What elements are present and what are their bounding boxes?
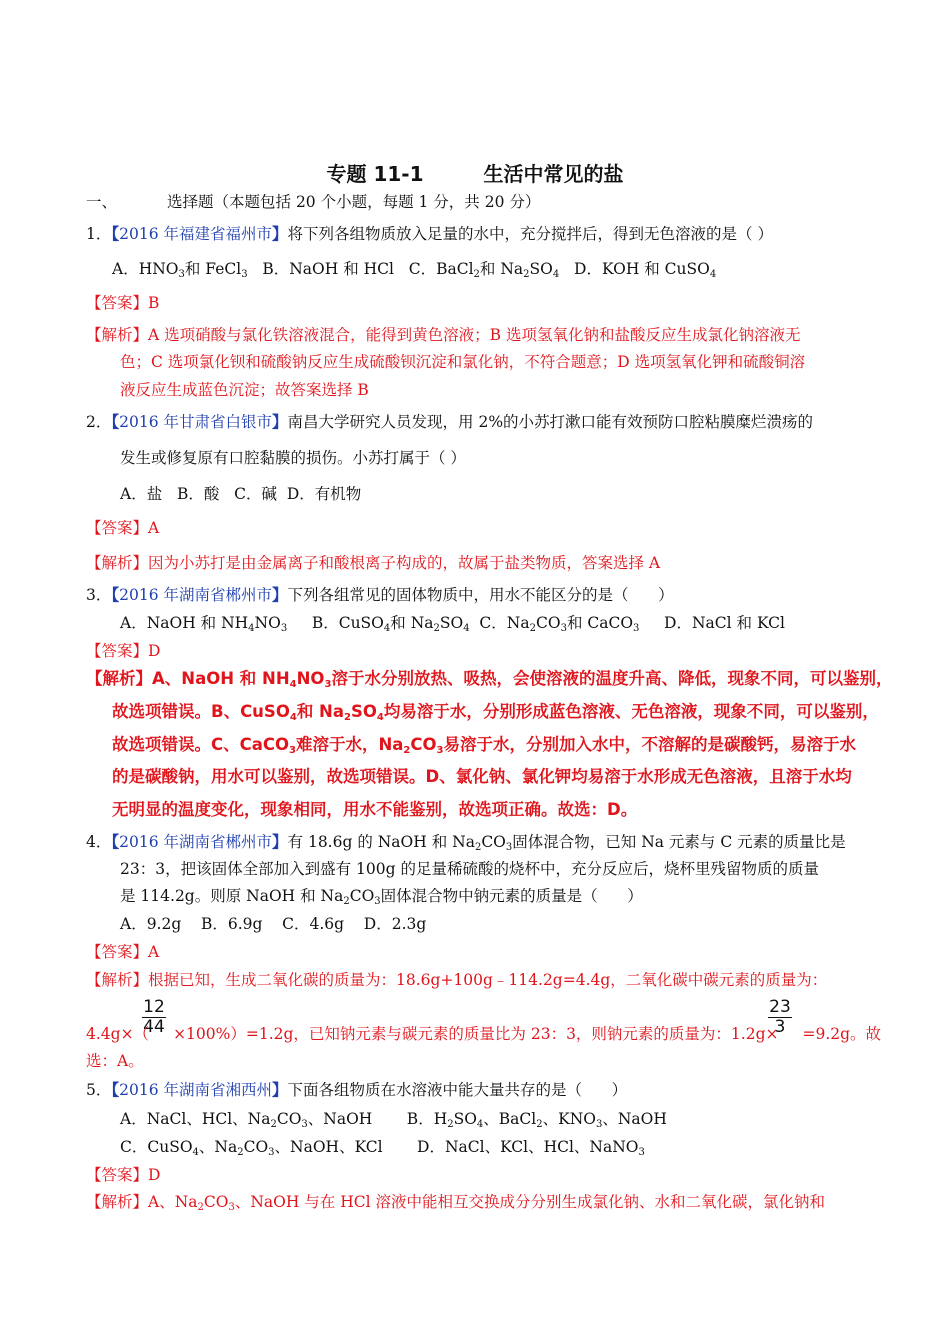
question-3-analysis-line4: 的是碳酸钠，用水可以鉴别，故选项错误。D、氯化钠、氯化钾均易溶于水形成无色溶液，且溶于水均 xyxy=(112,767,852,786)
fraction-23-3: $\frac{23}{3}$ xyxy=(769,997,791,1037)
question-5-options-row1: A．NaCl、HCl、$Na_2CO_3$、NaOH B．$H_2SO_4$、BaCl$_2$、$KNO_3$、NaOH xyxy=(120,1110,667,1130)
question-2-options: A．盐 B．酸 C．碱 D．有机物 xyxy=(120,485,362,503)
question-2-answer: 【答案】A xyxy=(86,519,160,537)
question-3-answer: 【答案】D xyxy=(86,642,161,660)
question-4-options: A．9.2g B．6.9g C．4.6g D．2.3g xyxy=(120,915,427,933)
question-1-analysis: 【解析】A 选项硝酸与氯化铁溶液混合，能得到黄色溶液；B 选项氢氧化钠和盐酸反应生成氯化钠溶液无 xyxy=(86,326,801,344)
question-5-answer: 【答案】D xyxy=(86,1166,161,1184)
question-3-options: A．NaOH 和 $NH_4NO_3$ B．CuSO$_4$和 $Na_2SO_4$ C．$Na_2CO_3$和 CaCO$_3$ D．NaCl 和 KCl xyxy=(120,614,785,634)
question-5-options-row2: C．CuSO$_4$、$Na_2CO_3$、NaOH、KCl D．NaCl、KCl、HCl、NaNO$_3$ xyxy=(120,1138,645,1158)
title-text: 生活中常见的盐 xyxy=(483,162,624,186)
question-4-stem-line2: 23：3，把该固体全部加入到盛有 100g 的足量稀硫酸的烧杯中，充分反应后，烧杯里残留物质的质量 xyxy=(120,860,819,878)
question-2-stem: 2．【2016 年甘肃省白银市】南昌大学研究人员发现，用 2%的小苏打漱口能有效预防口腔粘膜糜烂溃疡的 xyxy=(86,412,814,431)
question-5-stem: 5．【2016 年湖南省湘西州】下面各组物质在水溶液中能大量共存的是（ ） xyxy=(86,1080,628,1099)
title-number: 专题 11-1 xyxy=(326,162,424,186)
question-3-analysis-line5: 无明显的温度变化，现象相同，用水不能鉴别，故选项正确。故选：D。 xyxy=(112,800,638,819)
question-5-analysis: 【解析】A、$Na_2CO_3$、NaOH 与在 HCl 溶液中能相互交换成分分别生成氯化钠、水和二氧化碳，氯化钠和 xyxy=(86,1193,825,1213)
question-1-analysis-line2: 色；C 选项氯化钡和硫酸钠反应生成硫酸钡沉淀和氯化钠，不符合题意；D 选项氢氧化钾和硫酸铜溶 xyxy=(120,353,806,371)
question-4-analysis-line3: 选：A。 xyxy=(86,1052,144,1070)
question-4-stem: 4．【2016 年湖南省郴州市】有 18.6g 的 NaOH 和 $Na_2CO_3$固体混合物，已知 Na 元素与 C 元素的质量比是 xyxy=(86,832,846,853)
question-3-analysis-line3: 故选项错误。C、CaCO$_3$难溶于水，$Na_2CO_3$易溶于水，分别加入水中，不溶解的是碳酸钙，易溶于水 xyxy=(112,735,856,756)
section-heading: 一、 选择题（本题包括 20 个小题，每题 1 分，共 20 分） xyxy=(86,193,541,211)
question-3-stem: 3．【2016 年湖南省郴州市】下列各组常见的固体物质中，用水不能区分的是（ ） xyxy=(86,585,674,604)
question-4-source: 2016 年湖南省郴州市 xyxy=(119,833,273,851)
page-title xyxy=(0,158,950,187)
question-3-analysis-line2: 故选项错误。B、CuSO$_4$和 $Na_2SO_4$均易溶于水，分别形成蓝色溶液、无色溶液，现象不同，可以鉴别， xyxy=(112,702,879,723)
question-1-answer: 【答案】B xyxy=(86,294,160,312)
question-4-answer: 【答案】A xyxy=(86,943,160,961)
question-5-source: 2016 年湖南省湘西州 xyxy=(119,1081,273,1099)
fraction-12-44: $\frac{12}{44}$ xyxy=(143,997,165,1037)
question-1-options: A．$HNO_3$和 FeCl$_3$ B．NaOH 和 HCl C．BaCl$_2$和 $Na_2SO_4$ D．KOH 和 CuSO$_4$ xyxy=(112,260,717,280)
question-4-analysis-line2: 4.4g×（ ×100%）=1.2g，已知钠元素与碳元素的质量比为 23：3，则钠元素的质量为：1.2g× =9.2g。故 xyxy=(86,1025,882,1043)
question-3-source: 2016 年湖南省郴州市 xyxy=(119,586,273,604)
question-2-stem-line2: 发生或修复原有口腔黏膜的损伤。小苏打属于（ ） xyxy=(120,449,466,467)
question-4-stem-line3: 是 114.2g。则原 NaOH 和 $Na_2CO_3$固体混合物中钠元素的质量是（ ） xyxy=(120,887,643,907)
question-1-source: 2016 年福建省福州市 xyxy=(119,225,273,243)
question-1-analysis-line3: 液反应生成蓝色沉淀；故答案选择 B xyxy=(120,381,369,399)
question-3-analysis: 【解析】A、NaOH 和 $NH_4NO_3$溶于水分别放热、吸热，会使溶液的温度升高、降低，现象不同，可以鉴别， xyxy=(86,669,893,690)
question-2-source: 2016 年甘肃省白银市 xyxy=(119,413,273,431)
question-2-analysis: 【解析】因为小苏打是由金属离子和酸根离子构成的，故属于盐类物质，答案选择 A xyxy=(86,554,661,572)
question-4-analysis: 【解析】根据已知，生成二氧化碳的质量为：18.6g+100g﹣114.2g=4.4g，二氧化碳中碳元素的质量为： xyxy=(86,971,828,989)
question-1-stem: 1．【2016 年福建省福州市】将下列各组物质放入足量的水中，充分搅拌后，得到无色溶液的是（ ） xyxy=(86,224,773,243)
